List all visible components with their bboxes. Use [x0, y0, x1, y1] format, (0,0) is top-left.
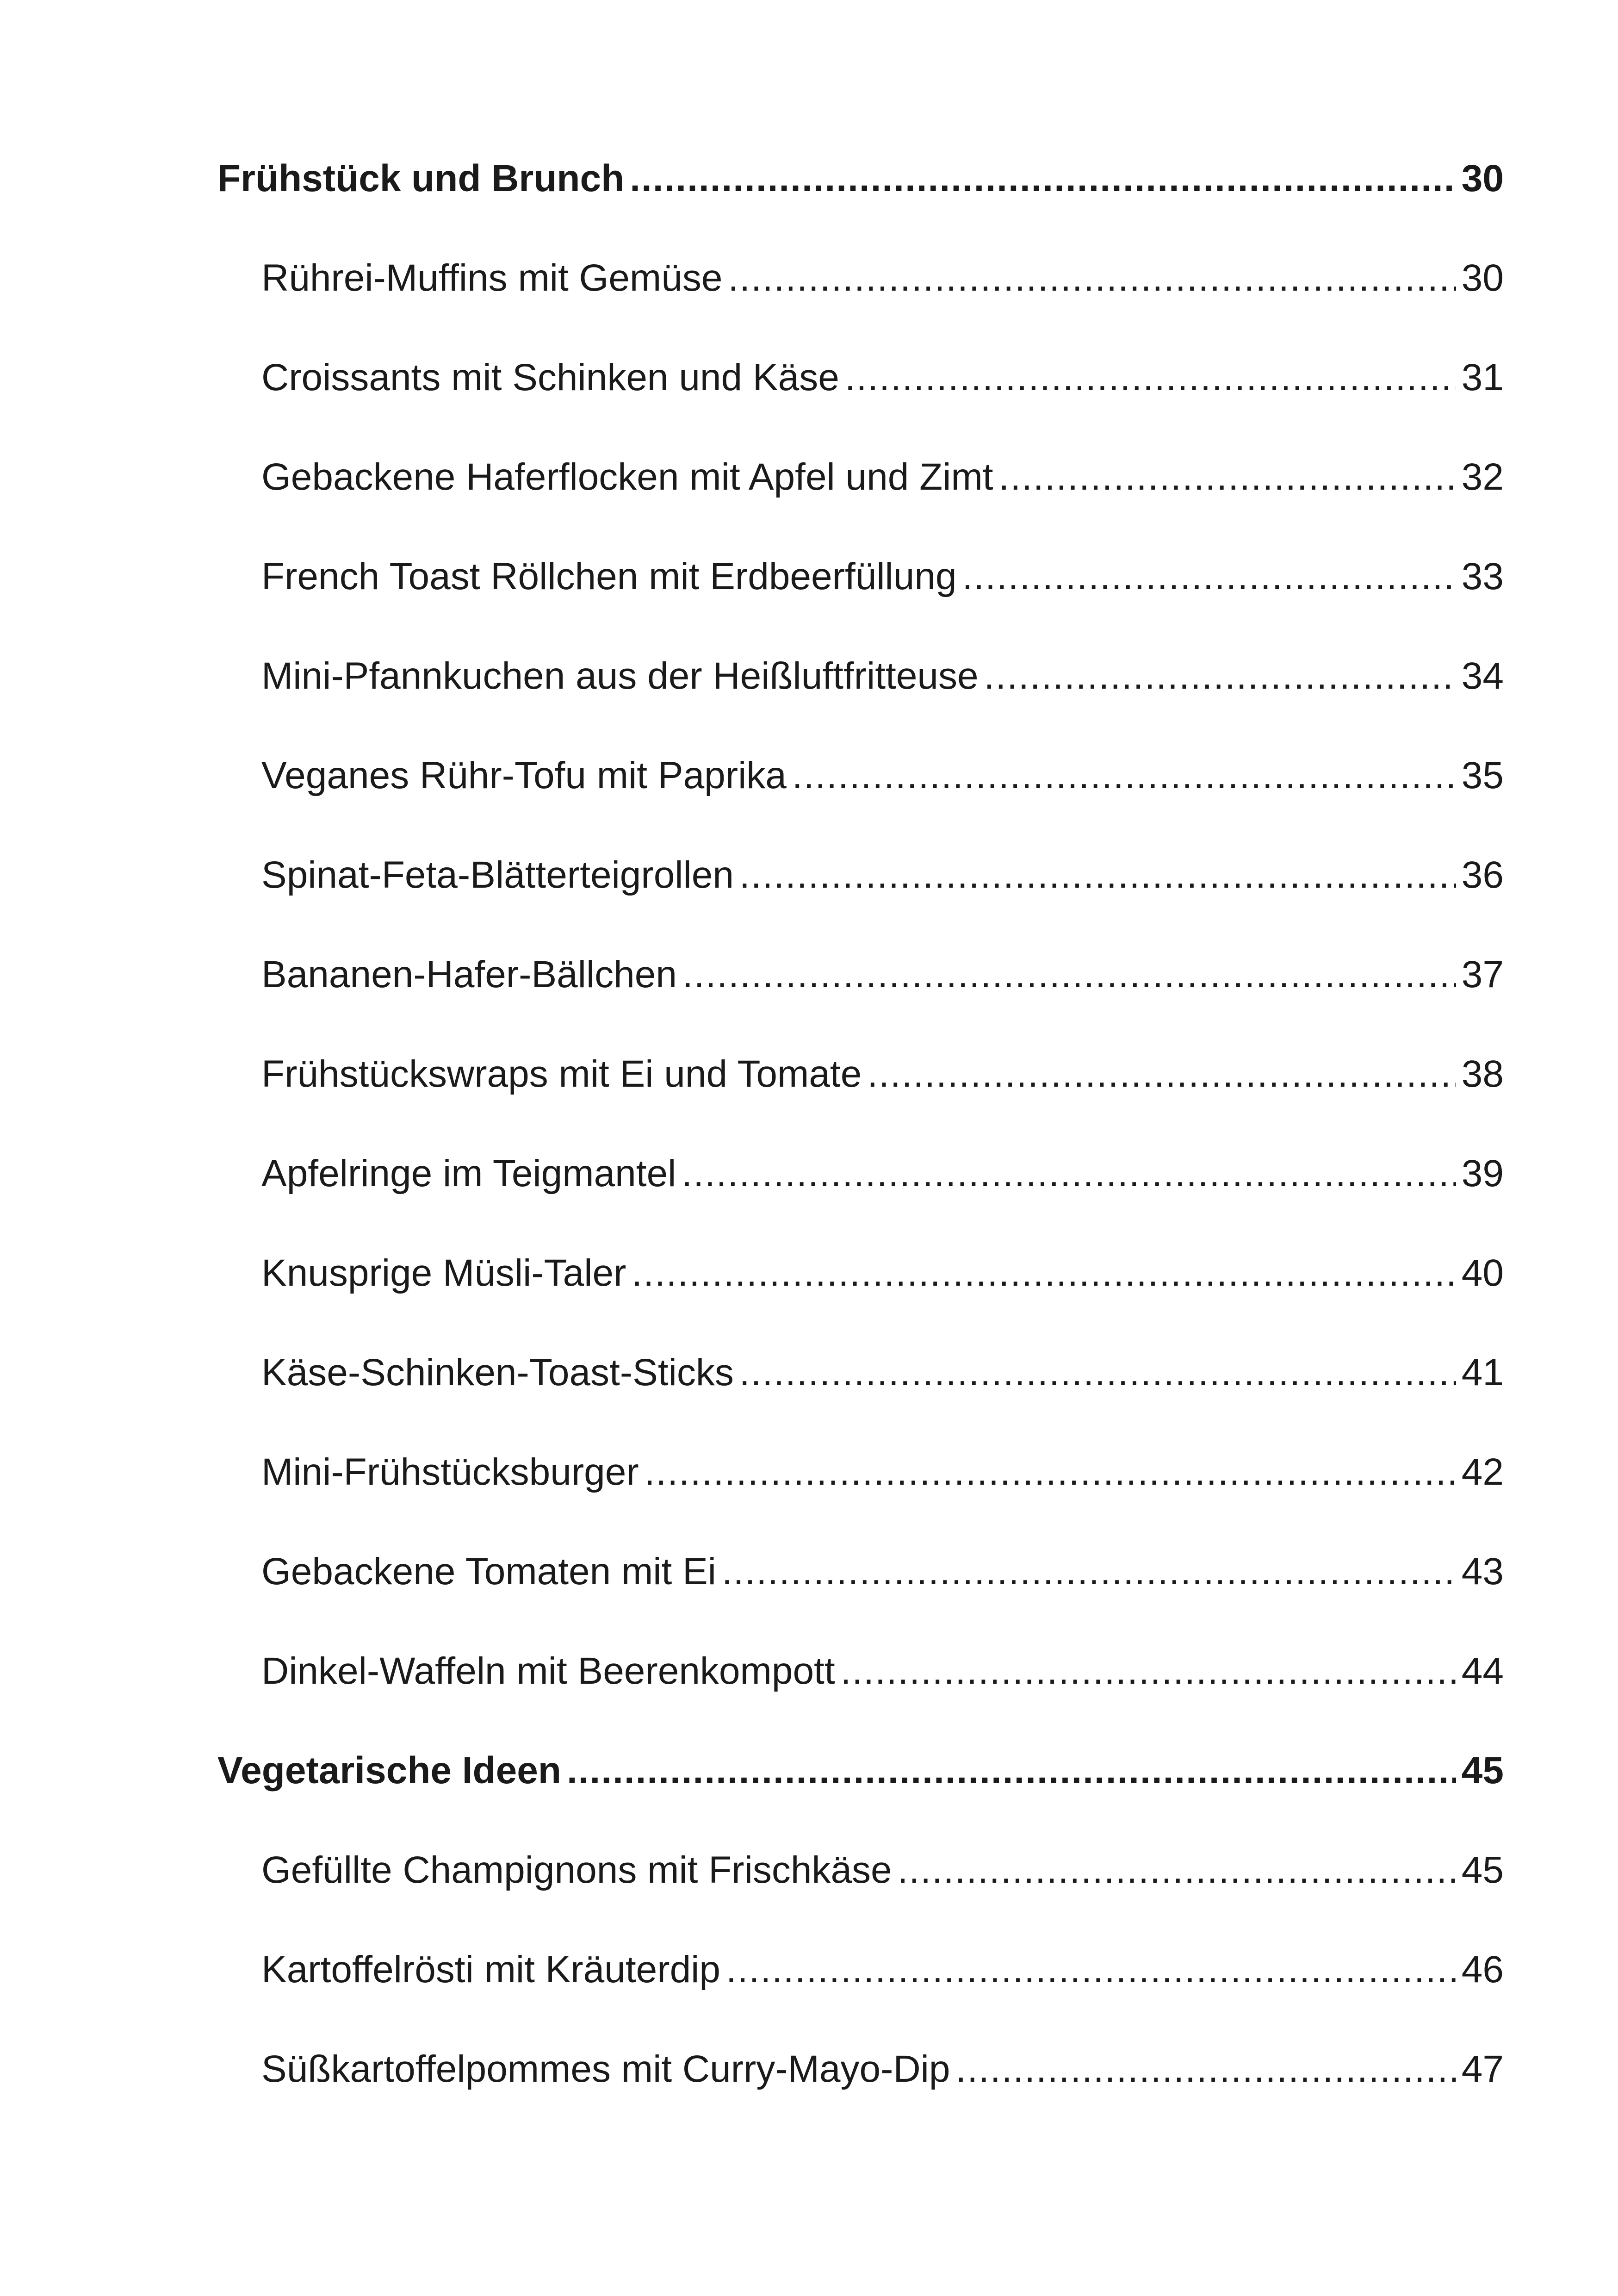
toc-chapter-vegetarisch[interactable] — [217, 1749, 1504, 1851]
toc-page-number: 42 — [1461, 1451, 1504, 1493]
toc-entry-title: Käse-Schinken-Toast-Sticks — [261, 1351, 734, 1394]
toc-entry[interactable] — [217, 754, 1504, 856]
toc-entry[interactable] — [217, 1851, 1504, 1951]
toc-dot-leader — [726, 1951, 1456, 1989]
toc-dot-leader — [867, 1055, 1456, 1093]
toc-page-number: 32 — [1461, 456, 1504, 498]
toc-entry-title: Vegetarische Ideen — [217, 1749, 561, 1792]
toc-entry-title: Frühstück und Brunch — [217, 157, 625, 199]
toc-page-number: 33 — [1461, 555, 1504, 597]
toc-dot-leader — [632, 1254, 1456, 1292]
toc-entry[interactable] — [217, 1948, 1504, 2050]
toc-entry[interactable] — [217, 1351, 1504, 1453]
toc-entry-title: Gefüllte Champignons mit Frischkäse — [261, 1849, 892, 1891]
toc-entry-title: Knusprige Müsli-Taler — [261, 1252, 626, 1294]
toc-entry-title: Mini-Frühstücksburger — [261, 1451, 639, 1493]
toc-dot-leader — [682, 956, 1456, 994]
toc-entry[interactable] — [217, 1055, 1504, 1155]
toc-page-number: 30 — [1461, 157, 1504, 199]
toc-entry[interactable] — [217, 1550, 1504, 1652]
toc-entry[interactable] — [217, 356, 1504, 458]
toc-dot-leader — [728, 259, 1456, 297]
toc-page-number: 38 — [1461, 1053, 1504, 1095]
toc-entry-title: Rührei-Muffins mit Gemüse — [261, 257, 723, 299]
toc-page-number: 45 — [1461, 1849, 1504, 1891]
toc-dot-leader — [630, 160, 1456, 198]
toc-page-number: 46 — [1461, 1948, 1504, 1991]
toc-dot-leader — [682, 1155, 1456, 1193]
toc-dot-leader — [845, 359, 1456, 397]
toc-dot-leader — [956, 2050, 1456, 2088]
toc-entry-title: Croissants mit Schinken und Käse — [261, 356, 839, 398]
toc-entry[interactable] — [217, 2050, 1504, 2150]
toc-page-number: 39 — [1461, 1152, 1504, 1195]
toc-entry-title: Süßkartoffelpommes mit Curry-Mayo-Dip — [261, 2048, 950, 2090]
table-of-contents — [217, 157, 1504, 2150]
toc-page-number: 35 — [1461, 754, 1504, 796]
toc-entry-title: Apfelringe im Teigmantel — [261, 1152, 676, 1195]
toc-entry[interactable] — [217, 657, 1504, 757]
toc-page-number: 36 — [1461, 854, 1504, 896]
toc-page-number: 44 — [1461, 1650, 1504, 1692]
toc-page-number: 43 — [1461, 1550, 1504, 1593]
toc-entry-title: Spinat-Feta-Blätterteigrollen — [261, 854, 734, 896]
toc-dot-leader — [567, 1752, 1456, 1790]
toc-page-number: 45 — [1461, 1749, 1504, 1792]
toc-page-number: 41 — [1461, 1351, 1504, 1394]
toc-entry-title: Veganes Rühr-Tofu mit Paprika — [261, 754, 787, 796]
toc-entry-title: Gebackene Haferflocken mit Apfel und Zimt — [261, 456, 993, 498]
toc-entry[interactable] — [217, 1254, 1504, 1354]
toc-page-number: 40 — [1461, 1252, 1504, 1294]
toc-entry-title: Gebackene Tomaten mit Ei — [261, 1550, 716, 1593]
toc-page-number: 30 — [1461, 257, 1504, 299]
toc-entry-title: Kartoffelrösti mit Kräuterdip — [261, 1948, 721, 1991]
toc-dot-leader — [984, 657, 1456, 695]
toc-dot-leader — [898, 1851, 1456, 1889]
toc-entry[interactable] — [217, 953, 1504, 1055]
toc-entry-title: French Toast Röllchen mit Erdbeerfüllung — [261, 555, 957, 597]
toc-entry-title: Bananen-Hafer-Bällchen — [261, 953, 677, 996]
toc-dot-leader — [962, 558, 1456, 596]
toc-page-number: 34 — [1461, 655, 1504, 697]
toc-entry[interactable] — [217, 1652, 1504, 1752]
toc-dot-leader — [739, 856, 1456, 894]
toc-dot-leader — [792, 757, 1456, 795]
toc-entry[interactable] — [217, 856, 1504, 956]
toc-page-number: 31 — [1461, 356, 1504, 398]
toc-entry-title: Dinkel-Waffeln mit Beerenkompott — [261, 1650, 835, 1692]
toc-entry[interactable] — [217, 1453, 1504, 1553]
toc-entry[interactable] — [217, 259, 1504, 359]
toc-dot-leader — [722, 1553, 1456, 1591]
toc-dot-leader — [645, 1453, 1456, 1491]
toc-entry[interactable] — [217, 1152, 1504, 1254]
toc-chapter-fruehstueck[interactable] — [217, 157, 1504, 259]
toc-page-number: 37 — [1461, 953, 1504, 996]
toc-entry-title: Frühstückswraps mit Ei und Tomate — [261, 1053, 862, 1095]
toc-dot-leader — [841, 1652, 1456, 1690]
toc-dot-leader — [999, 458, 1456, 496]
toc-entry[interactable] — [217, 458, 1504, 558]
toc-entry[interactable] — [217, 555, 1504, 657]
toc-entry-title: Mini-Pfannkuchen aus der Heißluftfritteuse — [261, 655, 979, 697]
toc-page-number: 47 — [1461, 2048, 1504, 2090]
toc-dot-leader — [739, 1354, 1456, 1392]
